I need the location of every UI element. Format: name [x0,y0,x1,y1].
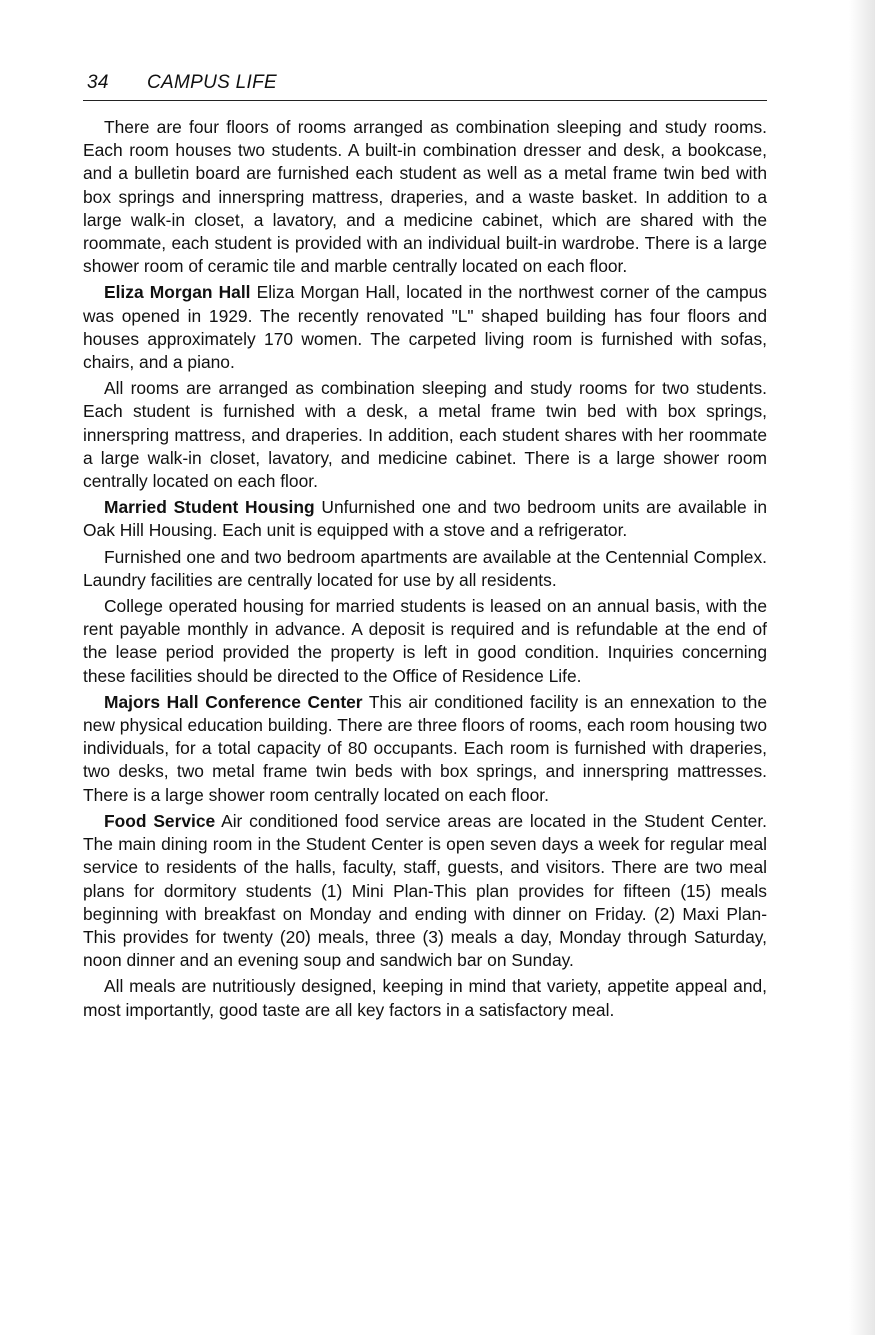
paragraph-text: Unfurnished one and two bedroom units are available in Oak Hill Housing. Each unit is equipped with a stove and a refrigerator. [83,497,767,541]
paragraph-text: All rooms are arranged as combination sleeping and study rooms for two students. Each student is furnished with a desk, a metal frame twin bed with box springs, innerspring mattress, and draperies. In addition, each student shares with her roommate a large walk-in closet, lavatory, and medicine cabinet. There is a large shower room centrally located on each floor. [83,378,767,492]
paragraph-married-housing-lease [83,595,767,688]
paragraph-meals [83,975,767,1021]
body-text [83,116,767,1022]
paragraph-eliza-morgan-hall [83,281,767,374]
paragraph-text: This air conditioned facility is an ennexation to the new physical education building. There are three floors of rooms, each room housing two individuals, for a total capacity of 80 occupants. Each room is furnished with draperies, two desks, two metal frame twin beds with box springs, and innerspring mattresses. There is a large shower room centrally located on each floor. [83,691,767,805]
running-header [83,72,767,101]
paragraph-text: Furnished one and two bedroom apartments are available at the Centennial Complex. Laundry facilities are centrally located for use by all residents. [83,546,767,590]
paragraph-text: Air conditioned food service areas are located in the Student Center. The main dining room in the Student Center is open seven days a week for regular meal service to residents of the halls, faculty, staff, guests, and visitors. There are two meal plans for dormitory students (1) Mini Plan-This plan provides for fifteen (15) meals beginning with breakfast on Monday and ending with dinner on Friday. (2) Maxi Plan-This provides for twenty (20) meals, three (3) meals a day, Monday through Saturday, noon dinner and an evening soup and sandwich bar on Sunday. [83,810,767,971]
section-heading: Food Service [104,810,216,831]
page-edge-shadow [849,0,875,1335]
paragraph-eliza-morgan-rooms [83,377,767,493]
paragraph-dormitory-rooms [83,116,767,278]
paragraph-married-student-housing [83,496,767,542]
paragraph-centennial-complex [83,546,767,592]
section-title: CAMPUS LIFE [147,72,277,93]
paragraph-text: There are four floors of rooms arranged as combination sleeping and study rooms. Each room houses two students. A built-in combination dresser and desk, a bookcase, and a bulletin board are furnished each student as well as a metal frame twin bed with box springs and innerspring mattress, draperies, and a waste basket. In addition to a large walk-in closet, a lavatory, and a medicine cabinet, which are shared with the roommate, each student is provided with an individual built-in wardrobe. There is a large shower room of ceramic tile and marble centrally located on each floor. [83,117,767,277]
paragraph-majors-hall [83,691,767,807]
paragraph-text: Eliza Morgan Hall, located in the northwest corner of the campus was opened in 1929. The recently renovated "L" shaped building has four floors and houses approximately 170 women. The carpeted living room is furnished with sofas, chairs, and a piano. [83,282,767,373]
section-heading: Majors Hall Conference Center [104,691,363,712]
document-page [83,72,767,1025]
section-heading: Eliza Morgan Hall [104,282,251,303]
section-heading: Married Student Housing [104,497,315,518]
paragraph-text: College operated housing for married students is leased on an annual basis, with the rent payable monthly in advance. A deposit is required and is refundable at the end of the lease period provided the property is left in good condition. Inquiries concerning these facilities should be directed to the Office of Residence Life. [83,596,767,686]
paragraph-text: All meals are nutritiously designed, keeping in mind that variety, appetite appeal and, most importantly, good taste are all key factors in a satisfactory meal. [83,976,767,1020]
paragraph-food-service [83,810,767,972]
page-number: 34 [87,72,109,93]
